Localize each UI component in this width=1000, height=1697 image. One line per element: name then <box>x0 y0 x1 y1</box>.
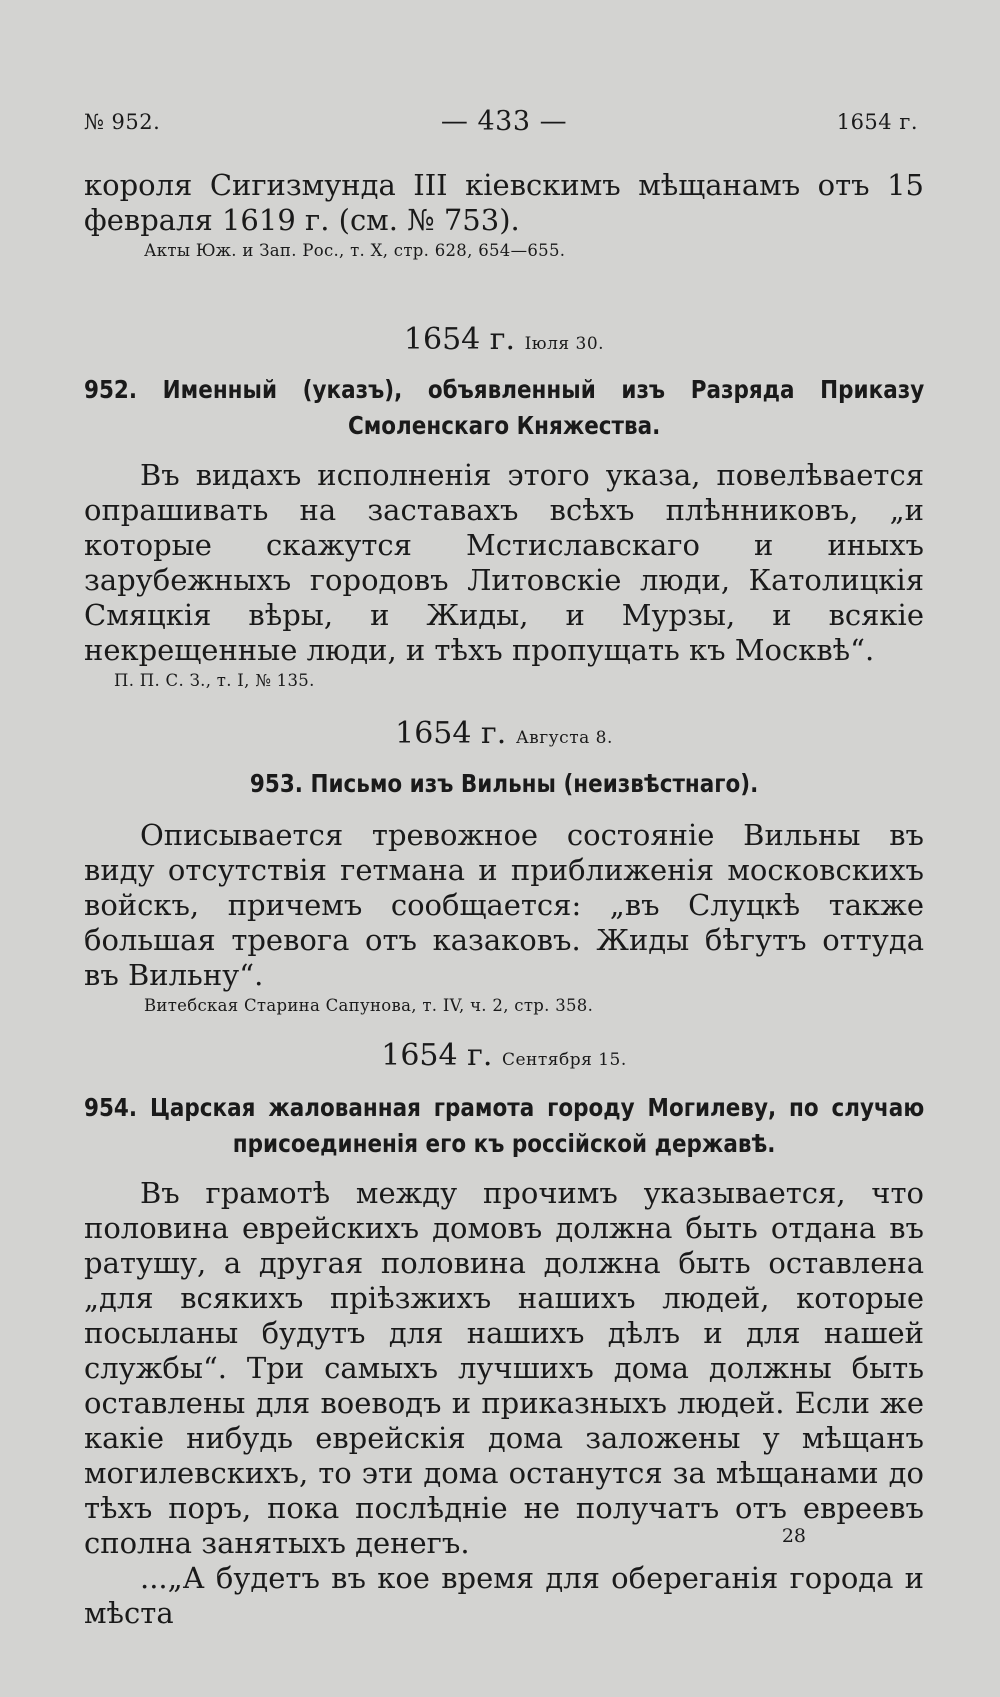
entry-source: Витебская Старина Сапунова, т. IV, ч. 2, стр. 358. <box>144 996 594 1015</box>
entry-paragraph: Описывается тревожное состояніе Вильны въ виду отсутствія гетмана и приближенія московскихъ войскъ, причемъ сообщается: „въ Слуцкѣ также большая тревога отъ казаковъ. Жиды бѣгутъ оттуда въ Вильну“. <box>84 818 924 992</box>
continuation-block <box>84 168 924 262</box>
page-number: — 433 — <box>440 106 568 137</box>
entry-date <box>84 322 924 362</box>
date-day: Сентября 15. <box>501 1050 627 1070</box>
date-day: Августа 8. <box>515 728 613 748</box>
entry-paragraph: Въ видахъ исполненія этого указа, повелѣвается опрашивать на заставахъ всѣхъ плѣнниковъ, „и которые скажутся Мстиславскаго и иныхъ зарубежныхъ городовъ Литовскіе люди, Католицкія Смяцкія вѣры, и Жиды, и Мурзы, и всякіе некрещенные люди, и тѣхъ пропущать къ Москвѣ“. <box>84 458 924 667</box>
entry-source: П. П. С. З., т. I, № 135. <box>114 671 315 690</box>
signature-mark: 28 <box>781 1525 806 1547</box>
date-year: 1654 г. <box>395 716 507 751</box>
continuation-source: Акты Юж. и Зап. Рос., т. X, стр. 628, 654—655. <box>144 241 566 260</box>
entry-953 <box>84 716 924 1017</box>
entry-heading: 954. Царская жалованная грамота городу Могилеву, по случаю присоединенія его къ россійской державѣ. <box>84 1093 925 1158</box>
entry-952 <box>84 322 924 692</box>
entry-heading: 952. Именный (указъ), объявленный изъ Разряда Приказу Смоленскаго Княжества. <box>84 375 925 440</box>
running-head <box>84 106 924 140</box>
entry-date <box>84 1038 924 1078</box>
entry-paragraph: Въ грамотѣ между прочимъ указывается, что половина еврейскихъ домовъ должна быть отдана въ ратушу, а другая половина должна быть оставлена „для всякихъ пріѣзжихъ нашихъ людей, которые посыланы будутъ для нашихъ дѣлъ и для нашей службы“. Три самыхъ лучшихъ дома должны быть оставлены для воеводъ и приказныхъ людей. Если же какіе нибудь еврейскія дома заложены у мѣщанъ могилевскихъ, то эти дома останутся за мѣщанами до тѣхъ поръ, пока послѣдніе не получатъ отъ евреевъ сполна занятыхъ денегъ. <box>84 1176 924 1560</box>
entry-date <box>84 716 924 756</box>
entry-paragraph: ...„А будетъ въ кое время для обереганія города и мѣста <box>84 1561 924 1630</box>
running-head-entry-number: № 952. <box>84 110 161 134</box>
continuation-text: короля Сигизмунда III кіевскимъ мѣщанамъ отъ 15 февраля 1619 г. (см. № 753). <box>84 168 924 237</box>
date-year: 1654 г. <box>403 322 516 357</box>
entry-heading: 953. Письмо изъ Вильны (неизвѣстнаго). <box>249 769 759 798</box>
running-head-year: 1654 г. <box>836 110 918 134</box>
date-year: 1654 г. <box>381 1038 493 1073</box>
date-day: Іюля 30. <box>524 334 605 354</box>
